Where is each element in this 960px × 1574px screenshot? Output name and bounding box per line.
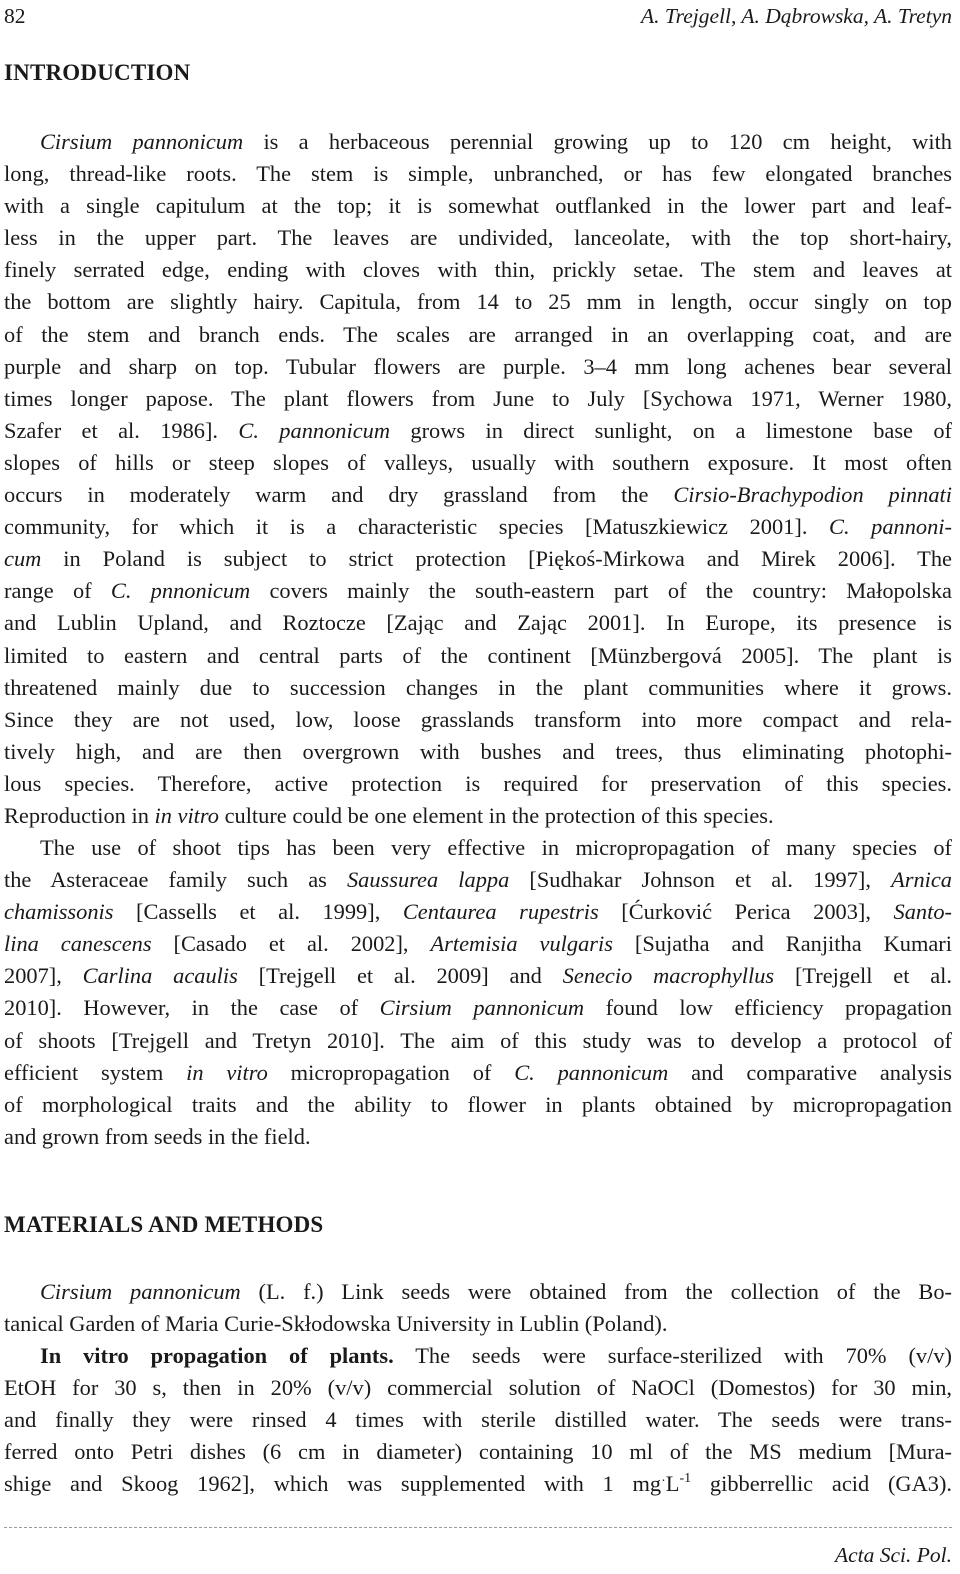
section-heading-methods: MATERIALS AND METHODS: [4, 1212, 324, 1237]
text-line: occurs in moderately warm and dry grassland from the Cirsio-Brachypodion pinnati: [4, 482, 953, 508]
text-line: long, thread-like roots. The stem is simple, unbranched, or has few elongated branches: [4, 161, 952, 187]
journal-name: Acta Sci. Pol.: [834, 1543, 952, 1567]
footer-divider: [4, 1527, 952, 1528]
running-authors: A. Trejgell, A. Dąbrowska, A. Tretyn: [641, 4, 952, 28]
text-line: times longer papose. The plant flowers from June to July [Sychowa 1971, Werner 1980,: [4, 385, 952, 411]
page-number: 82: [4, 4, 26, 28]
text-line: and finally they were rinsed 4 times with sterile distilled water. The seeds were trans-: [4, 1407, 952, 1433]
text-line: Reproduction in in vitro culture could be one element in the protection of this species.: [4, 802, 774, 828]
subsection-heading: In vitro propagation of plants.: [40, 1343, 394, 1368]
text-line: lina canescens [Casado et al. 2002], Artemisia vulgaris [Sujatha and Ranjitha Kumari: [4, 931, 952, 957]
text-line: the bottom are slightly hairy. Capitula, from 14 to 25 mm in length, occur singly on top: [4, 289, 952, 315]
text-line: of shoots [Trejgell and Tretyn 2010]. The aim of this study was to develop a protocol of: [4, 1027, 952, 1053]
text-line: range of C. pnnonicum covers mainly the south-eastern part of the country: Małopolska: [4, 578, 952, 604]
text-line: less in the upper part. The leaves are undivided, lanceolate, with the top short-hairy,: [4, 225, 952, 251]
text-line: finely serrated edge, ending with cloves with thin, prickly setae. The stem and leaves at: [4, 257, 952, 283]
intro-paragraph-1: [4, 126, 952, 832]
text-line: and Lublin Upland, and Roztocze [Zając and Zając 2001]. In Europe, its presence is: [4, 610, 952, 636]
text-line: Since they are not used, low, loose grasslands transform into more compact and rela-: [4, 706, 952, 732]
running-header: [4, 4, 952, 32]
text-line: 2007], Carlina acaulis [Trejgell et al. 2009] and Senecio macrophyllus [Trejgell et al.: [4, 963, 953, 989]
text-line: threatened mainly due to succession changes in the plant communities where it grows.: [4, 674, 952, 700]
text-line: Cirsium pannonicum is a herbaceous perennial growing up to 120 cm height, with: [40, 129, 952, 154]
text-line: 2010]. However, in the case of Cirsium pannonicum found low efficiency propagation: [4, 995, 952, 1021]
text-line: The use of shoot tips has been very effective in micropropagation of many species of: [40, 835, 952, 860]
text-line: ferred onto Petri dishes (6 cm in diameter) containing 10 ml of the MS medium [Mura-: [4, 1439, 952, 1465]
text-line: and grown from seeds in the field.: [4, 1123, 311, 1149]
text-line: limited to eastern and central parts of the continent [Münzbergová 2005]. The plant is: [4, 642, 952, 668]
text-line: of the stem and branch ends. The scales are arranged in an overlapping coat, and are: [4, 321, 952, 347]
text-line: of morphological traits and the ability to flower in plants obtained by micropropagation: [4, 1091, 952, 1117]
text-line: tanical Garden of Maria Curie-Skłodowska University in Lublin (Poland).: [4, 1311, 668, 1337]
text-line: the Asteraceae family such as Saussurea lappa [Sudhakar Johnson et al. 1997], Arnica: [4, 867, 953, 893]
text-line: cum in Poland is subject to strict protection [Piękoś-Mirkowa and Mirek 2006]. The: [4, 546, 952, 572]
methods-paragraph-2: [4, 1340, 952, 1500]
text-line: community, for which it is a characteristic species [Matuszkiewicz 2001]. C. pannoni-: [4, 514, 952, 540]
methods-paragraph-1: [4, 1276, 952, 1340]
text-line: slopes of hills or steep slopes of valleys, usually with southern exposure. It most often: [4, 449, 952, 475]
text-line: lous species. Therefore, active protection is required for preservation of this species.: [4, 770, 952, 796]
text-line: tively high, and are then overgrown with bushes and trees, thus eliminating photophi-: [4, 738, 952, 764]
text-line: chamissonis [Cassells et al. 1999], Centaurea rupestris [Ćurković Perica 2003], Santo-: [4, 899, 952, 925]
intro-paragraph-2: [4, 832, 952, 1153]
text-line: In vitro propagation of plants. The seeds were surface-sterilized with 70% (v/v): [40, 1343, 952, 1368]
section-heading-introduction: INTRODUCTION: [4, 60, 191, 85]
text-line: Cirsium pannonicum (L. f.) Link seeds were obtained from the collection of the Bo-: [40, 1279, 952, 1304]
text-line: purple and sharp on top. Tubular flowers are purple. 3–4 mm long achenes bear several: [4, 353, 952, 379]
text-line: with a single capitulum at the top; it is somewhat outflanked in the lower part and leaf-: [4, 193, 952, 219]
text-line: EtOH for 30 s, then in 20% (v/v) commercial solution of NaOCl (Domestos) for 30 min,: [4, 1375, 952, 1401]
text-line: shige and Skoog 1962], which was supplemented with 1 $mg^\cdot L^{-1}$ gibberrellic acid (GA3).: [4, 1470, 953, 1497]
text-line: efficient system in vitro micropropagation of C. pannonicum and comparative analysis: [4, 1059, 952, 1085]
text-line: Szafer et al. 1986]. C. pannonicum grows in direct sunlight, on a limestone base of: [4, 417, 953, 443]
